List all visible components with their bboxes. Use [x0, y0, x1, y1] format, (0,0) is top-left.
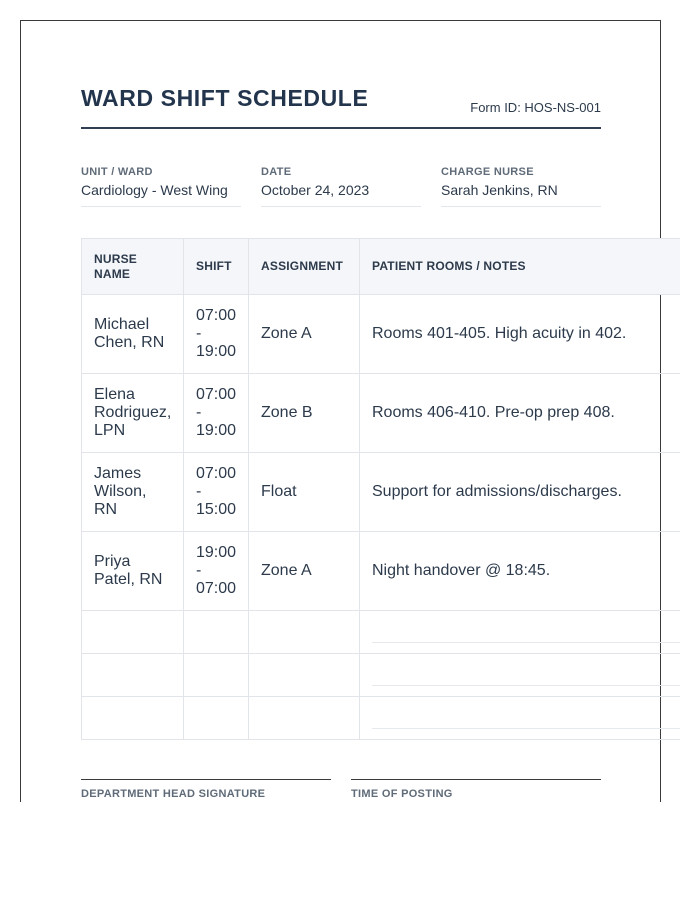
blank-assignment-cell[interactable] — [249, 611, 360, 654]
blank-nurse-cell[interactable] — [82, 697, 184, 740]
nurse-name-cell: Michael Chen, RN — [82, 295, 184, 374]
blank-nurse-cell[interactable] — [82, 611, 184, 654]
table-row — [82, 453, 680, 532]
assignment-cell: Zone A — [249, 532, 360, 611]
schedule-sheet — [20, 20, 661, 802]
signature-label: DEPARTMENT HEAD SIGNATURE — [81, 788, 266, 800]
header-nurse-name: NURSE NAME — [82, 239, 184, 295]
blank-shift-cell[interactable] — [184, 654, 249, 697]
meta-date-label: DATE — [261, 166, 292, 178]
nurse-name-cell: James Wilson, RN — [82, 453, 184, 532]
notes-cell: Rooms 401-405. High acuity in 402. — [360, 295, 680, 374]
notes-cell: Support for admissions/discharges. — [360, 453, 680, 532]
blank-row — [82, 697, 680, 740]
form-id: Form ID: HOS-NS-001 — [470, 100, 601, 115]
shift-cell: 07:00 - 19:00 — [184, 295, 249, 374]
signature-line — [81, 779, 331, 780]
shift-cell: 07:00 - 19:00 — [184, 374, 249, 453]
meta-date-value: October 24, 2023 — [261, 182, 421, 207]
header-assignment: ASSIGNMENT — [249, 239, 360, 295]
blank-shift-cell[interactable] — [184, 697, 249, 740]
header-shift: SHIFT — [184, 239, 249, 295]
time-of-posting[interactable] — [351, 779, 601, 800]
meta-charge-nurse-value: Sarah Jenkins, RN — [441, 182, 601, 207]
meta-charge-nurse-label: CHARGE NURSE — [441, 166, 534, 178]
notes-cell: Night handover @ 18:45. — [360, 532, 680, 611]
blank-row — [82, 611, 680, 654]
notes-writing-line — [372, 707, 680, 729]
shift-table — [81, 238, 680, 740]
header-notes: PATIENT ROOMS / NOTES — [360, 239, 680, 295]
blank-notes-cell[interactable] — [360, 611, 680, 654]
blank-notes-cell[interactable] — [360, 654, 680, 697]
table-row — [82, 295, 680, 374]
blank-shift-cell[interactable] — [184, 611, 249, 654]
meta-charge-nurse — [441, 166, 601, 207]
blank-assignment-cell[interactable] — [249, 697, 360, 740]
notes-writing-line — [372, 621, 680, 643]
nurse-name-cell: Priya Patel, RN — [82, 532, 184, 611]
shift-cell: 19:00 - 07:00 — [184, 532, 249, 611]
table-row — [82, 374, 680, 453]
blank-row — [82, 654, 680, 697]
meta-date — [261, 166, 421, 207]
department-head-signature[interactable] — [81, 779, 331, 800]
notes-cell: Rooms 406-410. Pre-op prep 408. — [360, 374, 680, 453]
assignment-cell: Float — [249, 453, 360, 532]
notes-writing-line — [372, 664, 680, 686]
blank-assignment-cell[interactable] — [249, 654, 360, 697]
blank-notes-cell[interactable] — [360, 697, 680, 740]
table-row — [82, 532, 680, 611]
table-header-row — [82, 239, 680, 295]
form-title: WARD SHIFT SCHEDULE — [81, 85, 369, 111]
blank-nurse-cell[interactable] — [82, 654, 184, 697]
assignment-cell: Zone B — [249, 374, 360, 453]
meta-unit-label: UNIT / WARD — [81, 166, 153, 178]
title-divider — [81, 127, 601, 129]
posting-time-label: TIME OF POSTING — [351, 788, 453, 800]
shift-cell: 07:00 - 15:00 — [184, 453, 249, 532]
posting-time-line — [351, 779, 601, 780]
nurse-name-cell: Elena Rodriguez, LPN — [82, 374, 184, 453]
meta-unit-value: Cardiology - West Wing — [81, 182, 241, 207]
meta-unit — [81, 166, 241, 207]
assignment-cell: Zone A — [249, 295, 360, 374]
